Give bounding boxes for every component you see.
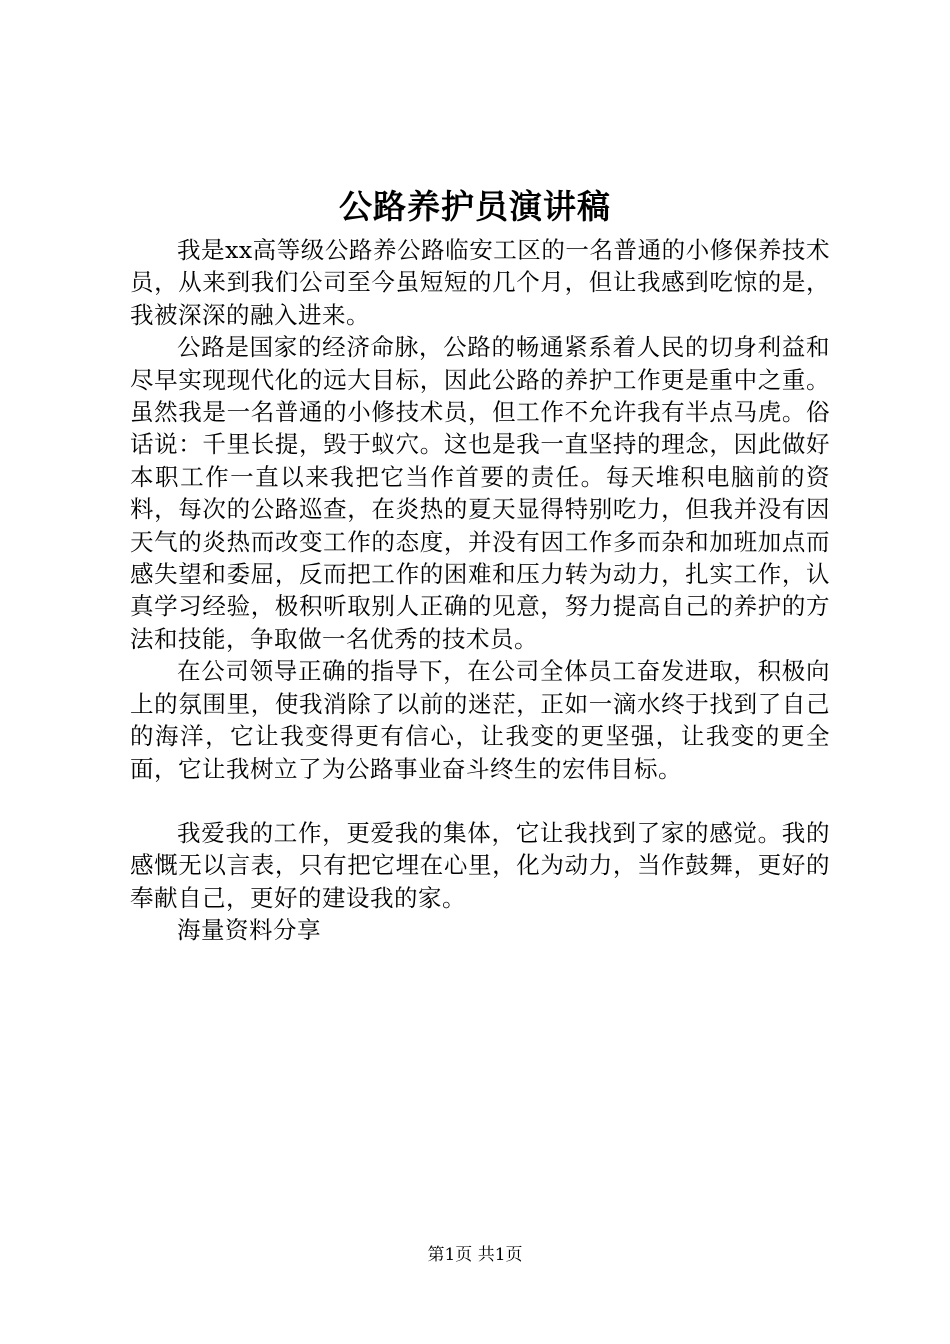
document-body bbox=[130, 234, 830, 947]
paragraph-intro: 我是xx高等级公路养公路临安工区的一名普通的小修保养技术员，从来到我们公司至今虽短短的几个月，但让我感到吃惊的是，我被深深的融入进来。 bbox=[130, 236, 830, 329]
page-footer: 第1页 共1页 bbox=[427, 1245, 523, 1265]
paragraph-share-note: 海量资料分享 bbox=[177, 916, 321, 945]
paragraph-spacer bbox=[130, 785, 830, 817]
paragraph-work-attitude: 公路是国家的经济命脉，公路的畅通紧系着人民的切身利益和尽早实现现代化的远大目标，因此公路的养护工作更是重中之重。虽然我是一名普通的小修技术员，但工作不允许我有半点马虎。俗话说：千里长提，毁于蚁穴。这也是我一直坚持的理念，因此做好本职工作一直以来我把它当作首要的责任。每天堆积电脑前的资料，每次的公路巡查，在炎热的夏天显得特别吃力，但我并没有因天气的炎热而改变工作的态度，并没有因工作多而杂和加班加点而感失望和委屈，反而把工作的困难和压力转为动力，扎实工作，认真学习经验，极积听取别人正确的见意，努力提高自己的养护的方法和技能，争取做一名优秀的技术员。 bbox=[130, 333, 830, 653]
document-title: 公路养护员演讲稿 bbox=[339, 187, 611, 226]
paragraph-company-atmosphere: 在公司领导正确的指导下，在公司全体员工奋发进取，积极向上的氛围里，使我消除了以前的迷茫，正如一滴水终于找到了自己的海洋，它让我变得更有信心，让我变的更坚强，让我变的更全面，它让我树立了为公路事业奋斗终生的宏伟目标。 bbox=[130, 657, 830, 783]
paragraph-love-work: 我爱我的工作，更爱我的集体，它让我找到了家的感觉。我的感慨无以言表，只有把它埋在心里，化为动力，当作鼓舞，更好的奉献自己，更好的建设我的家。 bbox=[130, 818, 830, 912]
